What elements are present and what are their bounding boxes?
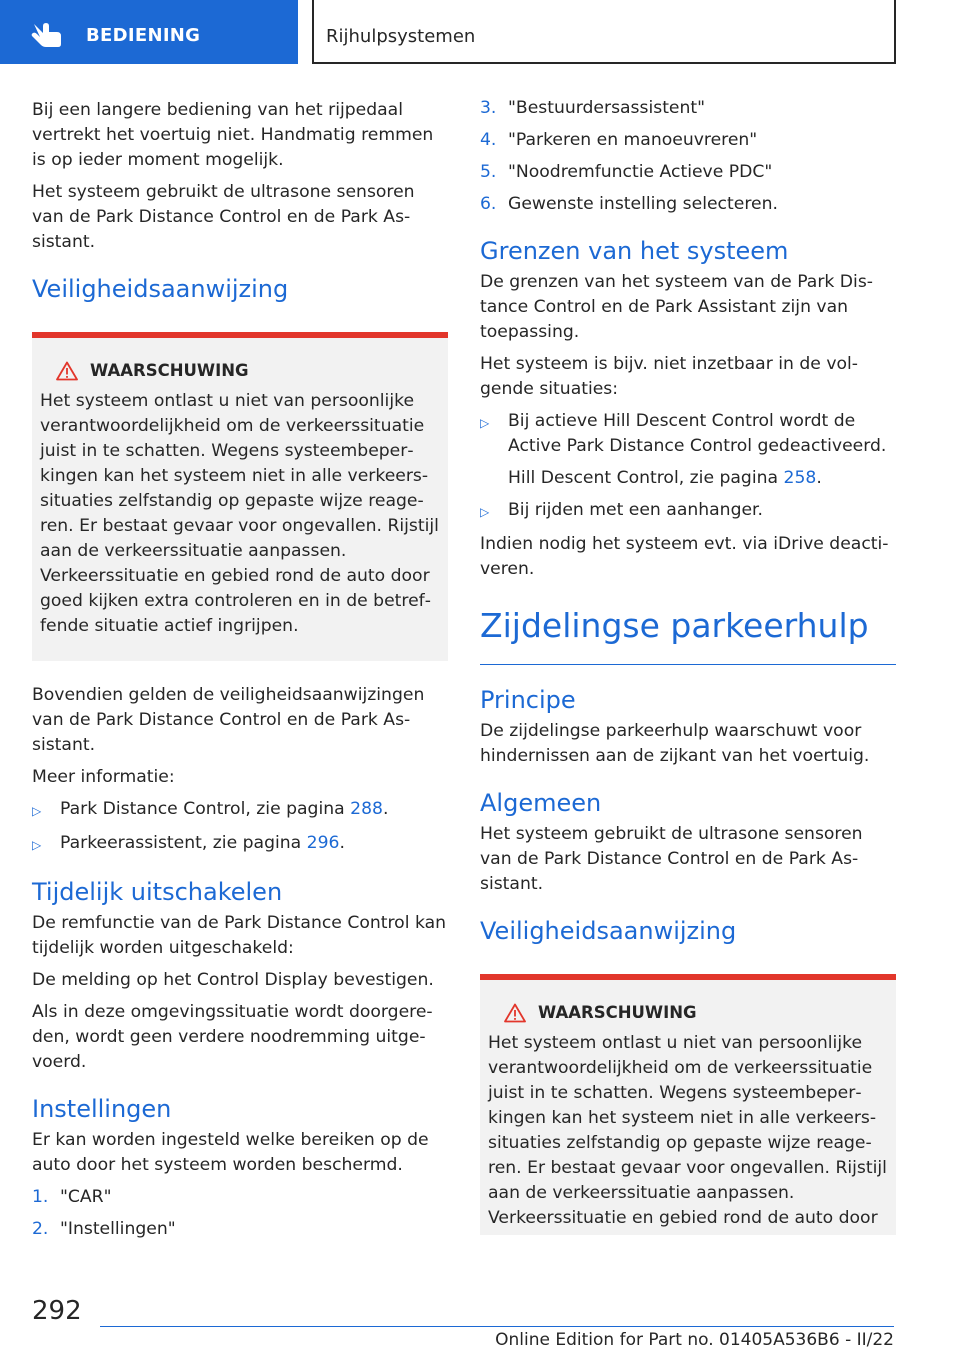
section-heading: Veiligheidsaanwijzing — [32, 275, 289, 303]
page-link[interactable]: 288 — [350, 799, 383, 819]
paragraph: Indien nodig het systeem evt. via iDrive deacti‐ veren. — [480, 534, 889, 579]
subsection-heading: Principe — [480, 686, 576, 714]
list-item: ▷ Bij rijden met een aanhanger. — [480, 498, 896, 525]
bullet-triangle-icon: ▷ — [480, 416, 490, 430]
list-item: ▷ Parkeerassistent, zie pagina 296. — [32, 831, 448, 858]
warning-text: Het systeem ontlast u niet van persoonlijke verantwoordelijkheid om de verkeerssituatie juist in te schatten. Wegens systeembeper‐ kingen kan het systeem niet in alle verkeers‐ situaties zelfstandig op gepaste wijze reage‐ ren. Er bestaat gevaar voor ongevallen. Rijstijl aan de verkeerssituatie aanpassen. Verkeerssituatie en gebied rond de auto door goed kijken extra controleren en in de betref‐ fende situatie actief ingrijpen. — [40, 391, 439, 636]
chapter-title: BEDIENING — [86, 25, 201, 46]
warning-triangle-icon — [56, 361, 78, 381]
list-item: ▷ Bij actieve Hill Descent Control wordt de Active Park Distance Control gedeactiveerd. — [480, 409, 896, 459]
paragraph: Hill Descent Control, zie pagina 258. — [508, 468, 822, 488]
footer-rule — [100, 1326, 894, 1327]
list-item: ▷ Park Distance Control, zie pagina 288. — [32, 797, 448, 824]
paragraph: Het systeem is bijv. niet inzetbaar in de vol‐ gende situaties: — [480, 354, 858, 399]
list-item: 2. "Instellingen" — [32, 1219, 176, 1239]
warning-title: WAARSCHUWING — [488, 1000, 888, 1025]
hand-pointer-icon — [30, 20, 64, 48]
paragraph: Als in deze omgevingssituatie wordt doorgere‐ den, wordt geen verdere noodremming uitge‐ voerd. — [32, 1002, 433, 1072]
page-header — [0, 0, 960, 66]
warning-box — [480, 974, 896, 1235]
list-item: 1. "CAR" — [32, 1187, 112, 1207]
section-title: Rijhulpsystemen — [326, 26, 476, 47]
list-item: 4. "Parkeren en manoeuvreren" — [480, 130, 758, 150]
bullet-triangle-icon: ▷ — [480, 505, 490, 519]
paragraph: De melding op het Control Display bevestigen. — [32, 970, 434, 990]
paragraph: De grenzen van het systeem van de Park Dis‐ tance Control en de Park Assistant zijn van toepassing. — [480, 272, 873, 342]
warning-title: WAARSCHUWING — [40, 358, 440, 383]
bullet-triangle-icon: ▷ — [32, 804, 42, 818]
paragraph: De remfunctie van de Park Distance Control kan tijdelijk worden uitgeschakeld: — [32, 913, 447, 958]
paragraph: Meer informatie: — [32, 767, 175, 787]
paragraph: Het systeem gebruikt de ultrasone sensoren van de Park Distance Control en de Park As‐ sistant. — [480, 824, 863, 894]
page-link[interactable]: 296 — [306, 833, 340, 853]
page-number: 292 — [32, 1296, 82, 1326]
paragraph: De zijdelingse parkeerhulp waarschuwt voor hindernissen aan de zijkant van het voertuig. — [480, 721, 870, 766]
right-column — [480, 96, 896, 1257]
section-box — [312, 0, 896, 64]
subsection-heading: Algemeen — [480, 789, 602, 817]
page-link[interactable]: 258 — [783, 468, 817, 488]
paragraph: Bij een langere bediening van het rijpedaal vertrekt het voertuig niet. Handmatig remmen is op ieder moment mogelijk. — [32, 100, 434, 170]
left-column — [32, 98, 448, 1249]
list-item: 3. "Bestuurdersassistent" — [480, 98, 706, 118]
warning-text: Het systeem ontlast u niet van persoonlijke verantwoordelijkheid om de verkeerssituatie juist in te schatten. Wegens systeembeper‐ kingen kan het systeem niet in alle verkeers‐ situaties zelfstandig op gepaste wijze reage‐ ren. Er bestaat gevaar voor ongevallen. Rijstijl aan de verkeerssituatie aanpassen. Verkeerssituatie en gebied rond de auto door — [488, 1033, 887, 1228]
chapter-heading: Zijdelingse parkeerhulp — [480, 606, 869, 645]
list-item: 6. Gewenste instelling selecteren. — [480, 194, 778, 214]
edition-label: Online Edition for Part no. 01405A536B6 - II/22 — [495, 1330, 894, 1350]
section-heading: Veiligheidsaanwijzing — [480, 917, 737, 945]
subsection-heading: Tijdelijk uitschakelen — [32, 878, 283, 906]
subsection-heading: Grenzen van het systeem — [480, 237, 789, 265]
list-item: 5. "Noodremfunctie Actieve PDC" — [480, 162, 773, 182]
chapter-tab[interactable] — [0, 0, 298, 64]
subsection-heading: Instellingen — [32, 1095, 172, 1123]
warning-triangle-icon — [504, 1003, 526, 1023]
bullet-triangle-icon: ▷ — [32, 838, 42, 852]
heading-rule — [480, 664, 896, 665]
paragraph: Bovendien gelden de veiligheidsaanwijzingen van de Park Distance Control en de Park As‐ sistant. — [32, 685, 425, 755]
paragraph: Er kan worden ingesteld welke bereiken op de auto door het systeem worden beschermd. — [32, 1130, 429, 1175]
warning-box — [32, 332, 448, 661]
paragraph: Het systeem gebruikt de ultrasone sensoren van de Park Distance Control en de Park As‐ sistant. — [32, 182, 415, 252]
